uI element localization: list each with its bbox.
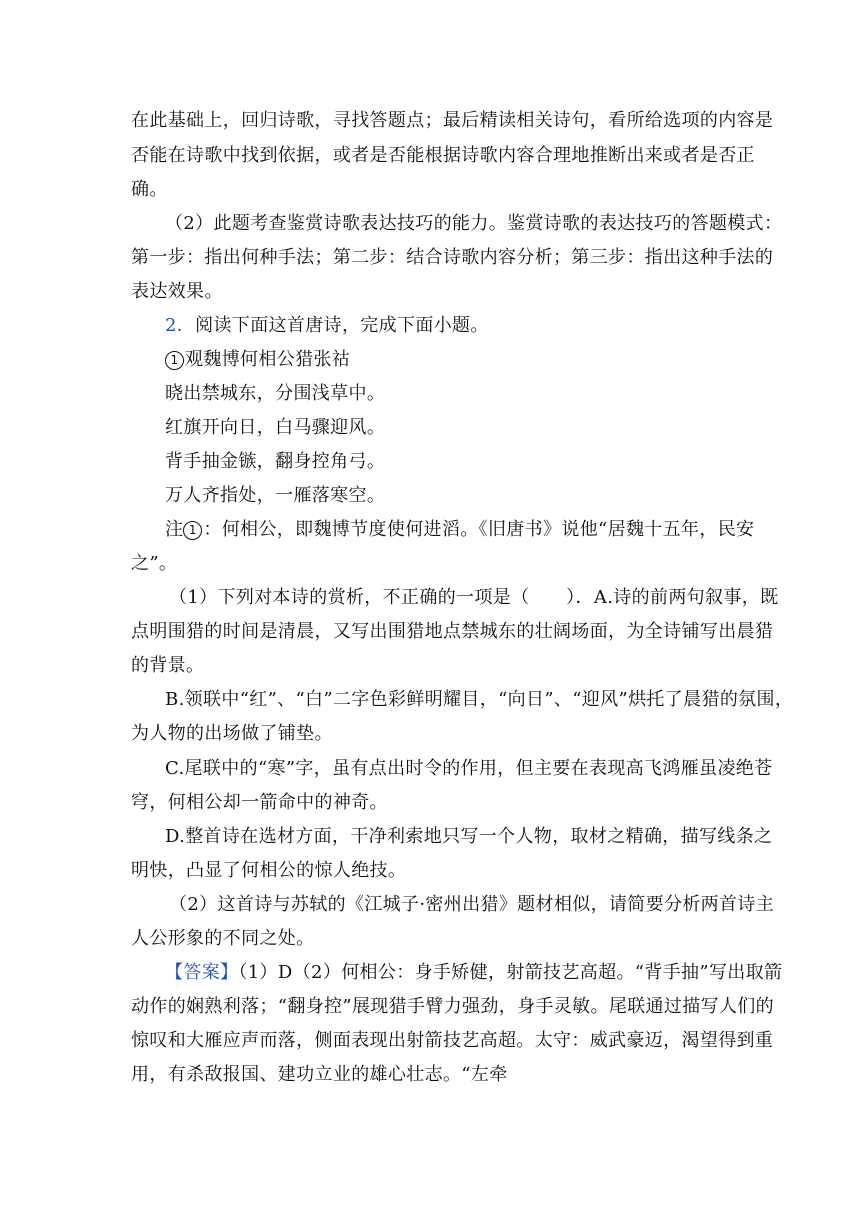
text-line: 之”。 xyxy=(131,553,178,574)
note-text: ：何相公，即魏博节度使何进滔。《旧唐书》说他“居魏十五年，民安 xyxy=(203,519,755,540)
text-line: 人公形象的不同之处。 xyxy=(131,928,315,949)
option-c: C.尾联中的“寒”字，虽有点出时令的作用，但主要在表现高飞鸿雁虽凌绝苍 xyxy=(165,758,773,779)
text-line: 为人物的出场做了铺垫。 xyxy=(131,723,333,744)
answer-tag: 【答案】 xyxy=(165,962,239,983)
option-b: B.领联中“红”、“白”二字色彩鲜明耀目，“向日”、“迎风”烘托了晨猎的氛围， xyxy=(165,689,794,710)
poem-line: 万人齐指处，一雁落寒空。 xyxy=(165,485,386,506)
poem-title-text: 观魏博何相公猎张祜 xyxy=(185,349,351,370)
answer-text: （1）D（2）何相公：身手矫健，射箭技艺高超。“背手抽”写出取箭 xyxy=(238,962,783,983)
text-line: 表达效果。 xyxy=(131,281,223,302)
poem-line: 背手抽金镞，翻身控角弓。 xyxy=(165,451,386,472)
footnote-marker: 1 xyxy=(183,521,202,540)
footnote-marker: 1 xyxy=(165,351,184,370)
poem-line: 晓出禁城东，分围浅草中。 xyxy=(165,383,386,404)
text-line: 的背景。 xyxy=(131,655,205,676)
text-line: 明快，凸显了何相公的惊人绝技。 xyxy=(131,860,407,881)
text-line: （2）此题考查鉴赏诗歌表达技巧的能力。鉴赏诗歌的表达技巧的答题模式： xyxy=(165,213,783,234)
answer-line: 用，有杀敌报国、建功立业的雄心壮志。“左牵 xyxy=(131,1064,508,1085)
text-line: 在此基础上，回归诗歌，寻找答题点；最后精读相关诗句，看所给选项的内容是 xyxy=(131,110,774,131)
sub-question-1: （1）下列对本诗的赏析，不正确的一项是（ ）．A.诗的前两句叙事，既 xyxy=(169,587,779,608)
answer-line: 动作的娴熟利落；“翻身控”展现猎手臂力强劲，身手灵敏。尾联通过描写人们的 xyxy=(131,996,775,1017)
text-line: 第一步：指出何种手法；第二步：结合诗歌内容分析；第三步：指出这种手法的 xyxy=(131,247,774,268)
sub-question-2: （2）这首诗与苏轼的《江城子·密州出猎》题材相似，请简要分析两首诗主 xyxy=(169,894,775,915)
poem-title xyxy=(165,343,765,377)
text-line: 确。 xyxy=(131,179,168,200)
note-prefix: 注 xyxy=(165,519,184,540)
answer-heading xyxy=(165,956,783,990)
poem-line: 红旗开向日，白马骤迎风。 xyxy=(165,417,386,438)
poem-note xyxy=(165,513,765,547)
question-prompt: 阅读下面这首唐诗，完成下面小题。 xyxy=(195,315,489,336)
answer-line: 惊叹和大雁应声而落，侧面表现出射箭技艺高超。太守：威武豪迈，渴望得到重 xyxy=(131,1030,774,1051)
text-line: 点明围猎的时间是清晨，又写出围猎地点禁城东的壮阔场面，为全诗铺写出晨猎 xyxy=(131,621,774,642)
option-d: D.整首诗在选材方面，干净利索地只写一个人物，取材之精确，描写线条之 xyxy=(165,826,773,847)
question-number: 2． xyxy=(165,315,196,336)
text-line: 否能在诗歌中找到依据，或者是否能根据诗歌内容合理地推断出来或者是否正 xyxy=(131,145,755,166)
text-line: 穹，何相公却一箭命中的神奇。 xyxy=(131,792,388,813)
question-heading xyxy=(165,309,765,343)
